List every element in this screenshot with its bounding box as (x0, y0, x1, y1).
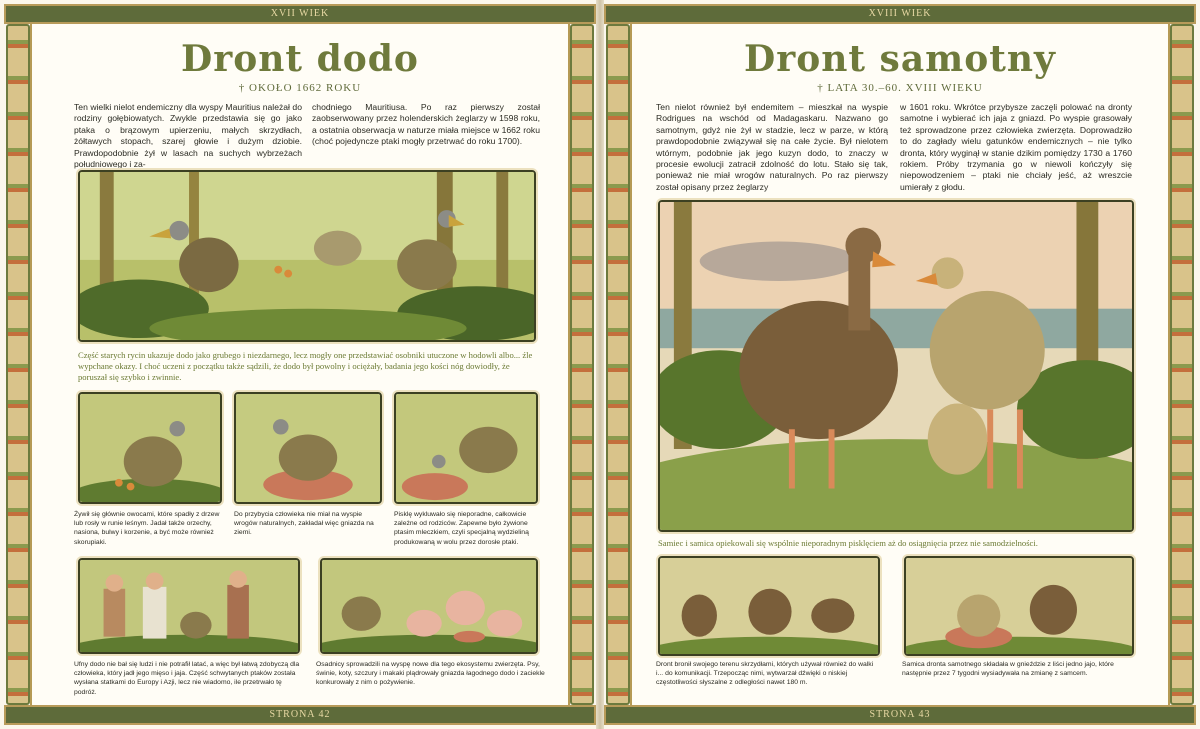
dodo-back (314, 231, 362, 266)
main-caption-solitaire: Samiec i samica opiekowali się wspólnie nieporadnym pisklęciem aż do osiągnięcia przez nie samodzielności. (658, 538, 1038, 548)
ornament-border-left-r (606, 24, 630, 705)
footer-bar-right (604, 705, 1196, 725)
page-title-solitaire: Dront samotny (744, 38, 1056, 80)
main-illustration-dodos (78, 170, 536, 342)
ornament-border-right-r (1170, 24, 1194, 705)
right-page (600, 0, 1200, 729)
header-bar-left (4, 4, 596, 24)
panel-dodo-chick (394, 392, 538, 504)
panel-invasive-animals (320, 558, 538, 654)
caption-wings: Dront bronił swojego terenu skrzydłami, których używał również do walki i... do komunikacji. Trzepocząc nimi, wytwarzał dźwięki o niskiej częstotliwości słyszalne z odległości nawet 180 m. (656, 661, 874, 687)
page-number-right: STRONA 43 (869, 709, 931, 720)
century-label-left: XVII WIEK (270, 8, 330, 19)
ornament-border-right (570, 24, 594, 705)
caption-humans: Ufny dodo nie bał się ludzi i nie potrafił latać, a więc był łatwą zdobyczą dla człowieka, który jadł jego mięso i jaja. Część schwytanych ptaków została wysłana statkami do Europy i Azji, lecz nie wiadomo, ile przetrwało tę podróż. (74, 661, 300, 696)
panel-sailors (78, 558, 300, 654)
panel-wing-fight (658, 556, 880, 656)
century-label-right: XVIII WIEK (868, 8, 932, 19)
panel-dodo-eating (78, 392, 222, 504)
page-title-dodo: Dront dodo (181, 38, 419, 80)
dodo-left (179, 237, 238, 292)
solitaire-chick (928, 404, 987, 475)
subtitle-solitaire: † LATA 30.–60. XVIII WIEKU (817, 82, 983, 94)
solitaire-female (930, 291, 1045, 410)
main-caption-dodo: Część starych rycin ukazuje dodo jako grubego i niezdarnego, lecz mogły one przedstawiać osobniki utuczone w hodowli albo... źle wypchane okazy. I choć uczeni z początku także sądzili, że dodo był powolny i ociężały, badania jego kości nóg dowiodły, że poruszał się szybko i zwinnie. (78, 350, 533, 382)
intro-text-col2-r: w 1601 roku. Wkrótce przybysze zaczęli polować na dronty samotne i wybierać ich jaja z gniazd. Po wyspie grasowały też sprowadzone przez człowieka zwierzęta. Doprowadziło to do zagłady wielu gatunków endemicznych – nie tylko dronta, który wyginął w stanie dzikim pomiędzy 1730 a 1760 rokiem. Próby trzymania go w niewoli kończyły się niepowodzeniem – ptaki nie chciały jeść, aż wreszcie umierały z głodu. (900, 102, 1132, 192)
header-bar-right (604, 4, 1196, 24)
intro-text-col2: chodniego Mauritiusa. Po raz pierwszy został zaobserwowany przez holenderskich żeglarzy w 1598 roku, a ostatnia obserwacja w naturze miała miejsce w 1662 roku (choć pojedyncze ptaki mogły przetrwać do roku 1700). (312, 102, 540, 147)
intro-text-col1: Ten wielki nielot endemiczny dla wyspy Mauritius należał do rodziny gołębiowatych. Zwykle przedstawia się go jako ptaka o brązowym upierzeniu, małych skrzydłach, żółtawych stopach, szarej głowie i dużym dziobie. Prawdopodobnie żył w lasach na suchych wybrzeżach południowego i za- (74, 102, 302, 170)
caption-nesting: Do przybycia człowieka nie miał na wyspie wrogów naturalnych, zakładał więc gniazda na ziemi. (234, 511, 374, 537)
main-illustration-solitaires (658, 200, 1134, 532)
intro-text-col1-r: Ten nielot również był endemitem – mieszkał na wyspie Rodrigues na wschód od Madagaskaru. Nazwano go samotnym, gdyż nie żył w stadzie, lecz w parze, w którą prawdopodobnie związywał się na całe życie. Był nielotem wtórnym, podobnie jak jego kuzyn dodo, to znaczy w procesie ewolucji zatracił zdolność do lotu. Stało się tak, ponieważ nie miał wrogów naturalnych. Po raz pierwszy został opisany przez żeglarzy (656, 102, 888, 192)
caption-egg: Samica dronta samotnego składała w gnieździe z liści jedno jajo, które następnie przez 7 tygodni wysiadywała na zmianę z samcem. (902, 661, 1114, 678)
solitaire-scene-svg (660, 202, 1132, 530)
panel-nest-egg (904, 556, 1134, 656)
dodo-right (397, 239, 456, 290)
solitaire-male (739, 301, 898, 439)
forest-scene-svg (80, 172, 534, 340)
caption-settlers: Osadnicy sprowadzili na wyspę nowe dla tego ekosystemu zwierzęta. Psy, świnie, koty, szczury i makaki plądrowały gniazda łagodnego dodo i zaciekle konkurowały z nim o pożywienie. (316, 661, 545, 687)
book-spine (596, 0, 604, 729)
subtitle-dodo: † OKOŁO 1662 ROKU (238, 82, 362, 94)
panel-dodo-nest (234, 392, 382, 504)
ornament-border-left (6, 24, 30, 705)
caption-chick: Pisklę wykluwało się nieporadne, całkowicie zależne od rodziców. Zapewne było żywione ptasim mleczkiem, czyli specjalną wydzieliną produkowaną w wolu przez dorosłe ptaki. (394, 511, 529, 546)
page-number-left: STRONA 42 (269, 709, 331, 720)
footer-bar-left (4, 705, 596, 725)
caption-feeding: Żywił się głównie owocami, które spadły z drzew lub rosły w runie leśnym. Jadał także orzechy, nasiona, bulwy i korzenie, a być może również skorupiaki. (74, 511, 220, 546)
